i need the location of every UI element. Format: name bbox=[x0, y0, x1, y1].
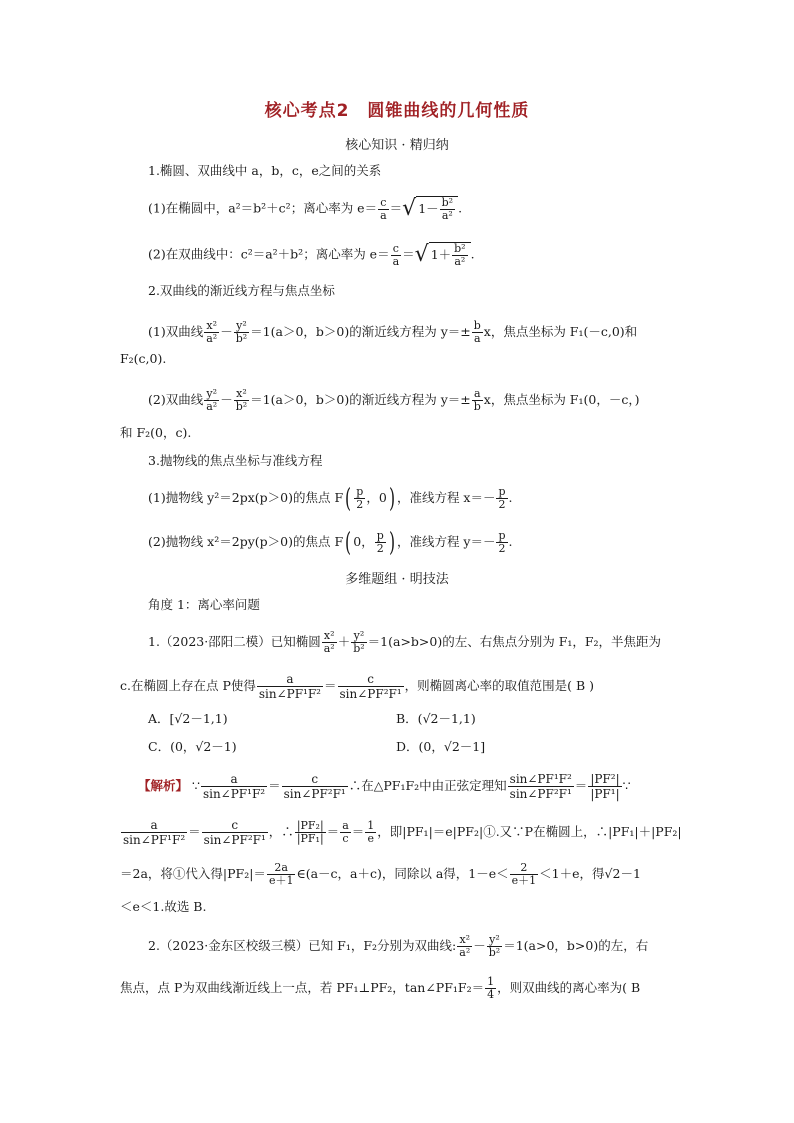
section-heading-methods: 多维题组 · 明技法 bbox=[345, 572, 449, 587]
q2-line2: 焦点，点 P为双曲线渐近线上一点，若 PF₁⊥PF₂，tan∠PF₁F₂＝ $\frac{1}{4}$ ，则双曲线的离心率为( B bbox=[120, 975, 641, 1001]
q1-line2: c.在椭圆上存在点 P使得 $\frac{a}{\text{sin∠PF¹F²}}$ ＝ $\frac{c}{\text{sin∠PF²F¹}}$ ，则椭圆离心率的取值范围是( B ) bbox=[120, 672, 595, 701]
k3-line1: (1)抛物线 y²＝2px(p＞0)的焦点 F( $\frac{p}{2}$ ，0) ，准线方程 x＝－ $\frac{p}{2}$ . bbox=[148, 483, 513, 514]
solution-line3: ＝2a，将①代入得|PF₂|＝ $\frac{2a}{e+1}$ ∈(a－c，a＋c)，同除以 a得，1－e＜ $\frac{2}{e+1}$ ＜1＋e，得√2－1 bbox=[120, 861, 641, 887]
k1-heading: 1.椭圆、双曲线中 a，b，c，e之间的关系 bbox=[148, 163, 382, 178]
q1-option-b: B．(√2－1,1) bbox=[396, 711, 476, 726]
q1-option-a: A．[√2－1,1) bbox=[148, 711, 228, 726]
k2-line2: (2)双曲线 $\frac{\text{y²}}{\text{a²}}$ － $\frac{\text{x²}}{\text{b²}}$ ＝1(a＞0，b＞0)的渐近线方程为 y＝± $\frac{a}{b}$ x，焦点坐标为 F₁(0，－c，) bbox=[148, 387, 640, 413]
q1-option-d: D．(0，√2－1] bbox=[396, 739, 486, 754]
k1-ellipse-line: (1)在椭圆中，a²＝b²＋c²；离心率为 e＝ $\frac{c}{a}$ ＝√ 1－ $\frac{\text{b²}}{\text{a²}}$ . bbox=[148, 195, 463, 222]
k3-line2: (2)抛物线 x²＝2py(p＞0)的焦点 F( 0， $\frac{p}{2}$ ) ，准线方程 y＝－ $\frac{p}{2}$ . bbox=[148, 527, 513, 558]
frac-c-over-a-2: $\frac{c}{a}$ bbox=[392, 241, 400, 268]
sqrt-one-minus: √ 1－ $\frac{\text{b²}}{\text{a²}}$ bbox=[402, 196, 458, 222]
q2-line1: 2.（2023·金东区校级三模）已知 F₁，F₂分别为双曲线: $\frac{\text{x²}}{\text{a²}}$ － $\frac{\text{y²}}{\text{b²}}$ ＝1(a>0，b>0)的左，右 bbox=[148, 933, 649, 959]
k2-line1-cont: F₂(c,0). bbox=[120, 351, 167, 366]
sqrt-one-plus: √ 1＋ $\frac{\text{b²}}{\text{a²}}$ bbox=[415, 242, 471, 268]
k1-hyperbola-line: (2)在双曲线中：c²＝a²＋b²；离心率为 e＝ $\frac{c}{a}$ ＝√ 1＋ $\frac{\text{b²}}{\text{a²}}$ . bbox=[148, 241, 475, 268]
k1-ellipse-text: (1)在椭圆中，a²＝b²＋c²；离心率为 e＝ bbox=[148, 200, 378, 216]
k1-hyperbola-text: (2)在双曲线中：c²＝a²＋b²；离心率为 e＝ bbox=[148, 246, 390, 262]
q1-line1: 1.（2023·邵阳二模）已知椭圆 $\frac{\text{x²}}{\text{a²}}$ ＋ $\frac{\text{y²}}{\text{b²}}$ ＝1(a>b>0)的左、右焦点分别为 F₁，F₂，半焦距为 bbox=[148, 629, 662, 655]
solution-line2: $\frac{a}{\text{sin∠PF¹F²}}$ ＝ $\frac{c}{\text{sin∠PF²F¹}}$ ，∴ $\frac{\text{|PF₂|}}{\text{|PF₁|}}$ ＝ $\frac{a}{c}$ ＝ $\frac{1}{e}$ ，即|PF₁|＝e|PF₂|①.又∵P在椭圆上，∴|PF₁|＋|PF₂| bbox=[123, 818, 682, 847]
page-title: 核心考点2 圆锥曲线的几何性质 bbox=[264, 101, 530, 121]
frac-c-over-a: $\frac{c}{a}$ bbox=[380, 195, 387, 222]
k2-line2-cont: 和 F₂(0，c). bbox=[120, 425, 192, 440]
k2-line1: (1)双曲线 $\frac{\text{x²}}{\text{a²}}$ － $\frac{\text{y²}}{\text{b²}}$ ＝1(a＞0，b＞0)的渐近线方程为 y＝± $\frac{b}{a}$ x，焦点坐标为 F₁(－c,0)和 bbox=[148, 319, 638, 345]
solution-line4: ＜e＜1.故选 B. bbox=[120, 899, 207, 914]
solution-line1: 【解析】 ∵ $\frac{a}{\text{sin∠PF¹F²}}$ ＝ $\frac{c}{\text{sin∠PF²F¹}}$ ∴在△PF₁F₂中由正弦定理知 $\frac{\text{sin∠PF¹F²}}{\text{sin∠PF²F¹}}$ ＝ $\frac{\text{|PF²|}}{\text{|PF¹|}}$ ∵ bbox=[138, 772, 631, 801]
k2-heading: 2.双曲线的渐近线方程与焦点坐标 bbox=[148, 283, 335, 298]
angle-heading: 角度 1：离心率问题 bbox=[148, 597, 260, 612]
section-heading-core-knowledge: 核心知识 · 精归纳 bbox=[345, 138, 449, 153]
q1-option-c: C．(0，√2－1) bbox=[148, 739, 237, 754]
k3-heading: 3.抛物线的焦点坐标与准线方程 bbox=[148, 453, 323, 468]
solution-tag: 【解析】 bbox=[138, 778, 189, 793]
